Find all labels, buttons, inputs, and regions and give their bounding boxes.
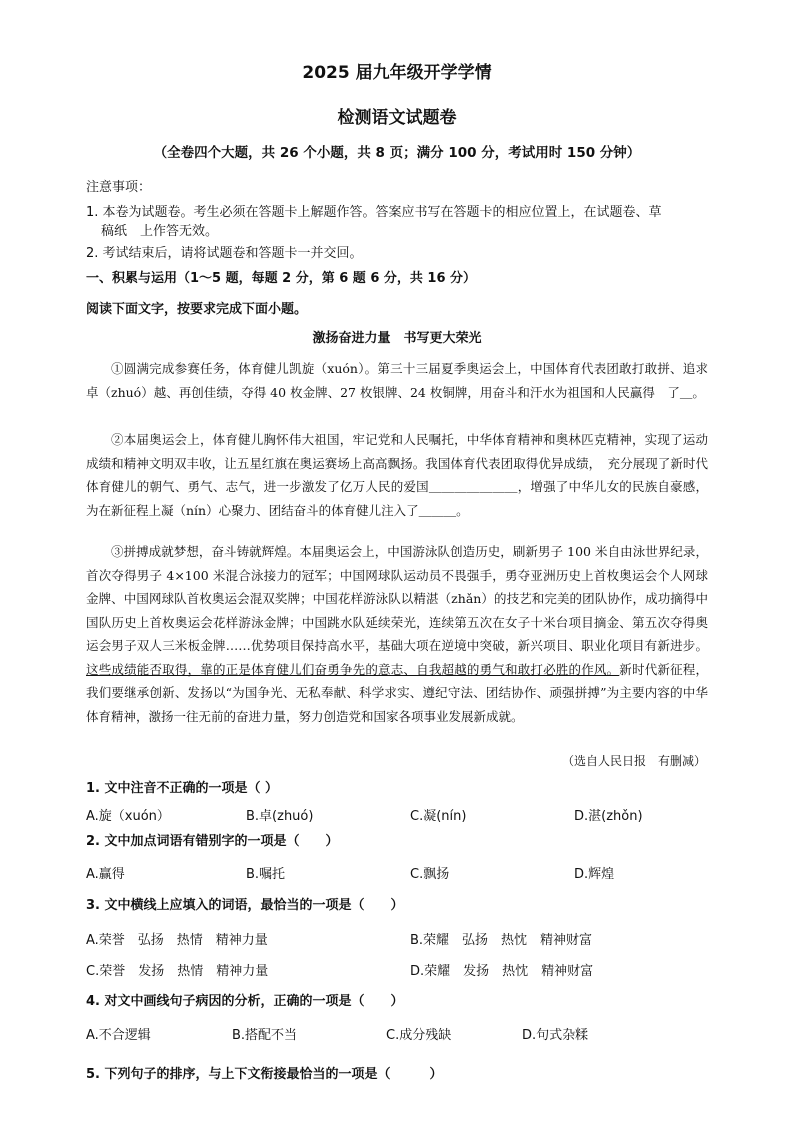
article-source: （选自人民日报 有删减） [561, 754, 706, 768]
question-2: 2. 文中加点词语有错别字的一项是（ ） [86, 834, 339, 849]
q2-option-c[interactable]: C.飘扬 [410, 867, 450, 882]
article-paragraph-2: ②本届奥运会上，体育健儿胸怀伟大祖国，牢记党和人民嘱托，中华体育精神和奥林匹克精神，实现了运动成绩和精神文明双丰收，让五星红旗在奥运赛场上高高飘扬。我国体育代表团取得优异成绩， 充分展现了新时代体育健儿的朝气、勇气、志气，进一步激发了亿万人民的爱国＿＿＿＿＿＿＿，增强了中华儿女的民族自豪感，为在新征程上凝（nín）心聚力、团结奋斗的体育健儿注入了＿＿＿。 [86, 432, 708, 518]
notice-item1 [86, 201, 662, 220]
notice-item1-continued: 稿纸 上作答无效。 [101, 224, 219, 239]
q3-option-a[interactable]: A.荣誉 弘扬 热情 精神力量 [86, 933, 268, 948]
q4-option-d[interactable]: D.句式杂糅 [522, 1028, 589, 1043]
article-title: 激扬奋进力量 书写更大荣光 [312, 331, 482, 346]
q2-option-b[interactable]: B.嘱托 [246, 867, 286, 882]
q1-option-c[interactable]: C.凝(nín) [410, 809, 467, 824]
q4-option-a[interactable]: A.不合逻辑 [86, 1028, 151, 1043]
q2-option-d[interactable]: D.辉煌 [574, 867, 615, 882]
notice-heading: 注意事项： [86, 180, 152, 195]
section1-heading: 一、积累与运用（1～5 题，每题 2 分，第 6 题 6 分，共 16 分） [86, 271, 477, 286]
reading-instruction: 阅读下面文字，按要求完成下面小题。 [86, 302, 308, 317]
article-paragraph-3-ending: 新时代新征程，我们要继承创新、发扬以“为国争光、无私奉献、科学求实、遵纪守法、团结协作、顽强拼搏”为主要内容的中华体育精神，激扬一往无前的奋进力量，努力创造党和国家各项事业发展新成就。 [86, 661, 708, 724]
article-paragraph-3-text: ③拼搏成就梦想，奋斗铸就辉煌。本届奥运会上，中国游泳队创造历史，刷新男子 100 米自由泳世界纪录，首次夺得男子 4×100 米混合泳接力的冠军；中国网球队运动员不畏强手，勇夺亚洲历史上首枚奥运会个人网球金牌、中国网球队首枚奥运会混双奖牌；中国花样游泳队以精湛（zhǎn）的技艺和完美的团队协作，成功摘得中国队历史上首枚奥运会花样游泳金牌；中国跳水队延续荣光，连续第五次在女子十米台项目摘金、第五次夺得奥运会男子双人三米板金牌……优势项目保持高水平，基础大项在逆境中突破，新兴项目、职业化项目有新进步。 [86, 544, 708, 653]
q4-option-c[interactable]: C.成分残缺 [386, 1028, 452, 1043]
q2-option-a[interactable]: A.赢得 [86, 867, 125, 882]
question-4: 4. 对文中画线句子病因的分析，正确的一项是（ ） [86, 994, 404, 1009]
article-paragraph-1: ①圆满完成参赛任务，体育健儿凯旋（xuón）。第三十三届夏季奥运会上，中国体育代表团敢打敢拼、追求卓（zhuó）越、再创佳绩，夺得 40 枚金牌、27 枚银牌、24 枚铜牌，用奋斗和汗水为祖国和人民赢得 了＿。 [86, 361, 708, 400]
q4-option-b[interactable]: B.搭配不当 [232, 1028, 298, 1043]
exam-subtitle: （全卷四个大题，共 26 个小题，共 8 页；满分 100 分，考试用时 150 分钟） [153, 145, 641, 161]
exam-title-line1: 2025 届九年级开学学情 [302, 63, 492, 83]
notice-item2: 2. 考试结束后，请将试题卷和答题卡一并交回。 [86, 246, 363, 261]
question-1: 1. 文中注音不正确的一项是（ ） [86, 781, 279, 796]
underlined-sentence: 这些成绩能否取得，靠的正是体育健儿们奋勇争先的意志、自我超越的勇气和敢打必胜的作风。 [86, 661, 620, 677]
exam-title-line2: 检测语文试题卷 [337, 108, 457, 128]
q3-option-b[interactable]: B.荣耀 弘扬 热忱 精神财富 [410, 933, 593, 948]
q1-option-a[interactable]: A.旋（xuón） [86, 809, 170, 824]
q3-option-d[interactable]: D.荣耀 发扬 热忱 精神财富 [410, 964, 594, 979]
question-3: 3. 文中横线上应填入的词语，最恰当的一项是（ ） [86, 898, 404, 913]
q1-option-b[interactable]: B.卓(zhuó) [246, 809, 314, 824]
question-5: 5. 下列句子的排序，与上下文衔接最恰当的一项是（ ） [86, 1067, 443, 1082]
q1-option-d[interactable]: D.湛(zhǒn) [574, 809, 643, 824]
article-paragraph-3 [86, 540, 708, 728]
notice-item1-text: 1. 本卷为试题卷。考生必须在答题卡上解题作答。答案应书写在答题卡的相应位置上，在试题卷、草 [86, 205, 662, 220]
q3-option-c[interactable]: C.荣誉 发扬 热情 精神力量 [86, 964, 269, 979]
